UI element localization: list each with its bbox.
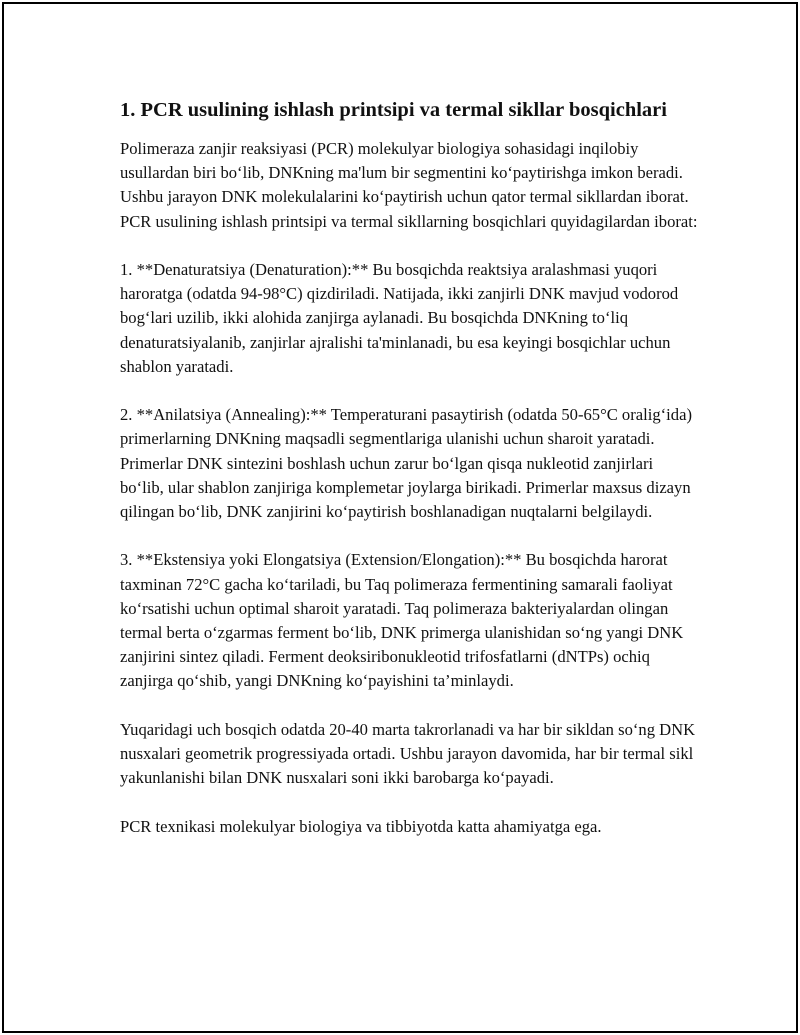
- annealing-paragraph: 2. **Anilatsiya (Annealing):** Temperaturani pasaytirish (odatda 50-65°C oralig‘ida) primerlarning DNKning maqsadli segmentlariga ulanishi uchun sharoit yaratadi. Primerlar DNK sintezini boshlash uchun zarur bo‘lgan qisqa nukleotid zanjirlari bo‘lib, ular shablon zanjiriga komplemetar joylarga birikadi. Primerlar maxsus dizayn qilingan bo‘lib, DNK zanjirini ko‘paytirish boshlanadigan nuqtalarni belgilaydi.: [120, 405, 692, 522]
- document-page: [2, 2, 798, 1033]
- cycles-paragraph: Yuqaridagi uch bosqich odatda 20-40 marta takrorlanadi va har bir sikldan so‘ng DNK nusxalari geometrik progressiyada ortadi. Ushbu jarayon davomida, har bir termal sikl yakunlanishi bilan DNK nusxalari soni ikki barobarga ko‘payadi.: [120, 719, 696, 788]
- page-title: 1. PCR usulining ishlash printsipi va termal sikllar bosqichlari: [120, 99, 667, 121]
- document-body: [120, 96, 700, 863]
- intro-paragraph: Polimeraza zanjir reaksiyasi (PCR) molekulyar biologiya sohasidagi inqilobiy usullardan biri bo‘lib, DNKning ma'lum bir segmentini ko‘paytirishga imkon beradi. Ushbu jarayon DNK molekulalarini ko‘paytirish uchun qator termal sikllardan iborat. PCR usulining ishlash printsipi va termal sikllarning bosqichlari quyidagilardan iborat:: [120, 139, 698, 231]
- extension-paragraph: 3. **Ekstensiya yoki Elongatsiya (Extension/Elongation):** Bu bosqichda harorat taxminan 72°C gacha ko‘tariladi, bu Taq polimeraza fermentining samarali faoliyat ko‘rsatishi uchun optimal sharoit yaratadi. Taq polimeraza bakteriyalardan olingan termal berta o‘zgarmas ferment bo‘lib, DNK primerga ulanishidan so‘ng yangi DNK zanjirini sintez qiladi. Ferment deoksiribonukleotid trifosfatlarni (dNTPs) ochiq zanjirga qo‘shib, yangi DNKning ko‘payishini ta’minlaydi.: [120, 550, 684, 691]
- conclusion-paragraph: PCR texnikasi molekulyar biologiya va tibbiyotda katta ahamiyatga ega.: [120, 816, 602, 836]
- denaturation-paragraph: 1. **Denaturatsiya (Denaturation):** Bu bosqichda reaktsiya aralashmasi yuqori haroratga (odatda 94-98°C) qizdiriladi. Natijada, ikki zanjirli DNK mavjud vodorod bog‘lari uzilib, ikki alohida zanjirga aylanadi. Bu bosqichda DNKning to‘liq denaturatsiyalanib, zanjirlar ajralishi ta'minlanadi, bu esa keyingi bosqichlar uchun shablon yaratadi.: [120, 260, 679, 376]
